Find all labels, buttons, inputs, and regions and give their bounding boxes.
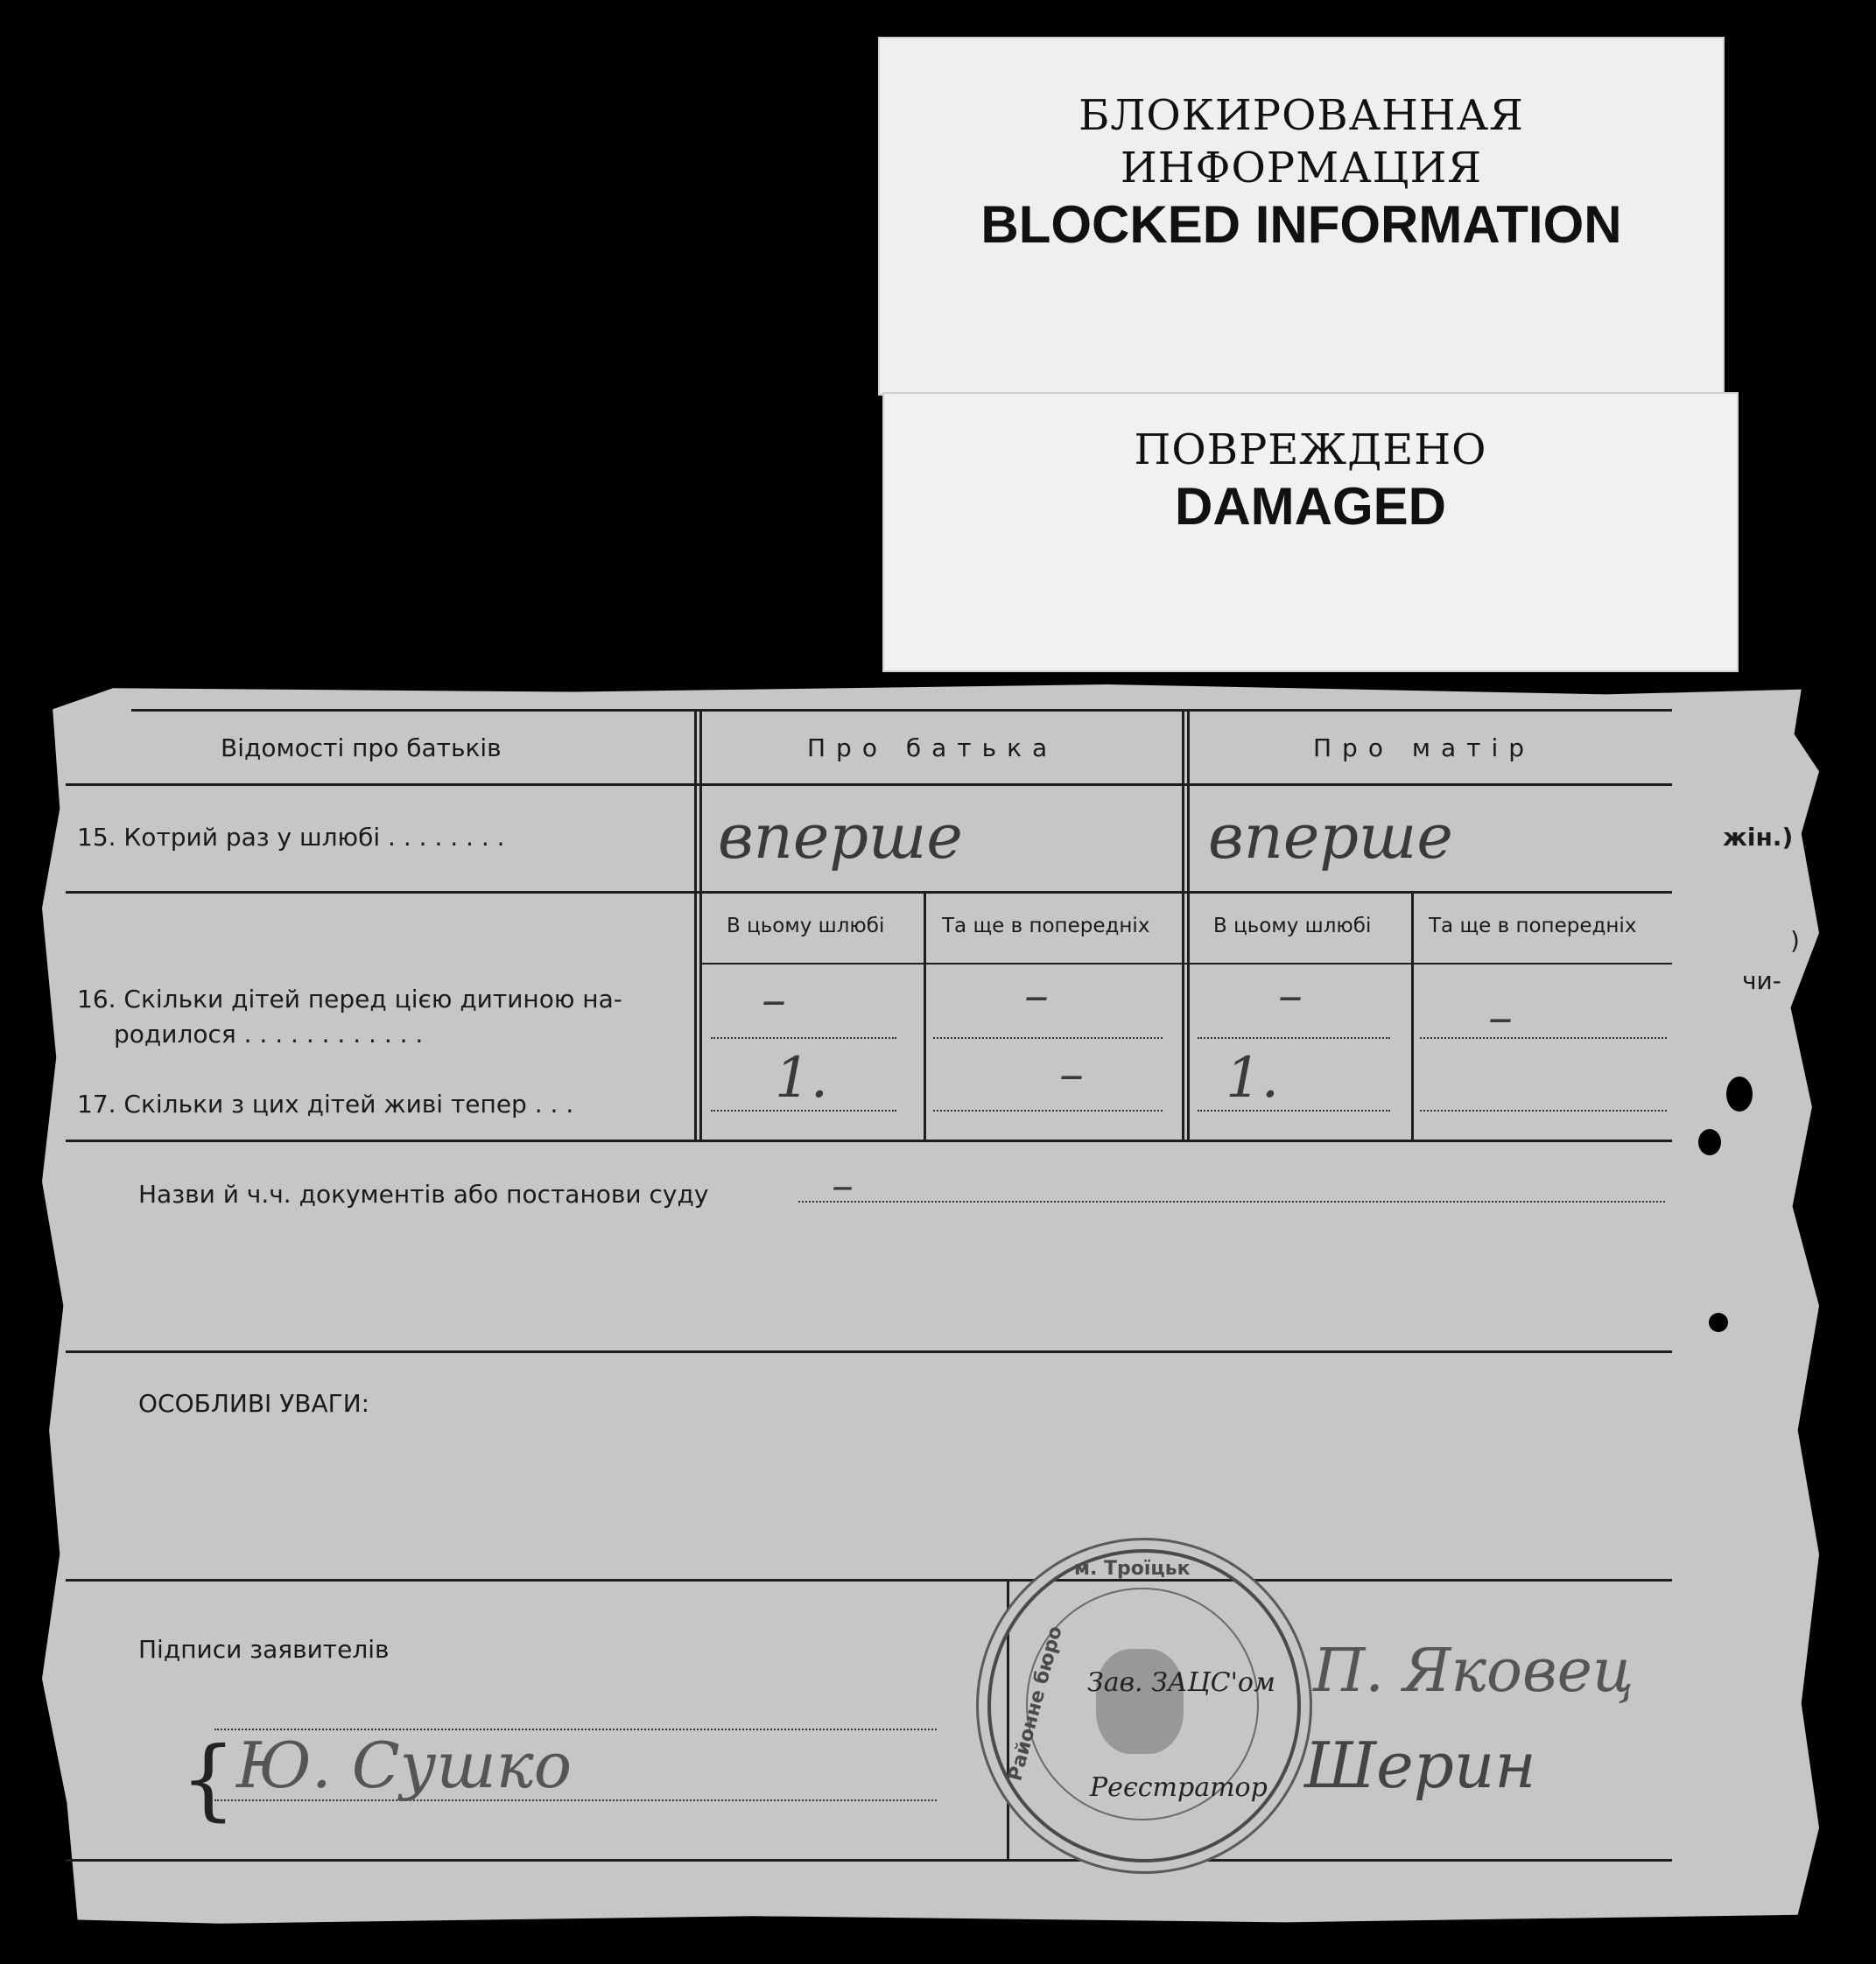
damage-hole xyxy=(1726,1077,1753,1112)
signatures-label: Підписи заявителів xyxy=(138,1635,390,1664)
header-father: Про батька xyxy=(807,733,1058,762)
head-signature: П. Яковец xyxy=(1313,1637,1634,1706)
blocked-information-card xyxy=(878,37,1725,396)
rule-under-remarks xyxy=(66,1579,1672,1582)
damaged-card xyxy=(882,392,1739,672)
rule-under-row15 xyxy=(66,891,1672,894)
remarks-label: ОСОБЛИВІ УВАГИ: xyxy=(138,1389,370,1418)
rule-under-documents xyxy=(66,1350,1672,1353)
damaged-en-line: DAMAGED xyxy=(1175,477,1446,536)
blocked-en-line: BLOCKED INFORMATION xyxy=(980,195,1622,254)
row16-mother-previous: – xyxy=(1488,989,1513,1046)
documents-value: – xyxy=(832,1160,854,1210)
official-stamp xyxy=(987,1549,1301,1862)
stamp-side-text: Районне бюро xyxy=(1004,1624,1067,1784)
row17-father-this: 1. xyxy=(775,1046,829,1111)
col-divider-mother-sub xyxy=(1411,893,1414,1140)
row16-dots-2 xyxy=(933,1037,1163,1039)
row16-father-previous: – xyxy=(1024,967,1049,1024)
head-label: Зав. ЗАЦС'ом xyxy=(1087,1667,1275,1698)
row16-dots-3 xyxy=(1198,1037,1390,1039)
documents-dots xyxy=(798,1201,1665,1203)
row16-dots-4 xyxy=(1420,1037,1667,1039)
row16-father-this: – xyxy=(762,971,786,1028)
row15-label: 15. Котрий раз у шлюбі . . . . . . . . xyxy=(77,823,505,852)
damage-hole xyxy=(1709,1313,1728,1332)
row17-label: 17. Скільки з цих дітей живі тепер . . . xyxy=(77,1090,574,1119)
subheader-father-this: В цьому шлюбі xyxy=(727,915,885,937)
row17-mother-this: 1. xyxy=(1226,1046,1280,1111)
row16-label-line2: родилося . . . . . . . . . . . . xyxy=(114,1020,424,1049)
row16-label-line1: 16. Скільки дітей перед цією дитиною на- xyxy=(77,985,622,1014)
row15-father-value: вперше xyxy=(718,801,963,873)
row17-dots-4 xyxy=(1420,1110,1667,1112)
rule-top xyxy=(131,709,1672,712)
row17-father-previous: – xyxy=(1059,1046,1084,1103)
rule-under-header xyxy=(66,783,1672,786)
col-divider-2b xyxy=(1187,711,1190,1140)
edge-fragment-3: чи- xyxy=(1742,966,1781,995)
col-divider-1b xyxy=(699,711,702,1140)
edge-fragment-1: жін.) xyxy=(1723,823,1794,852)
damaged-ru-line: ПОВРЕЖДЕНО xyxy=(1134,425,1487,474)
col-divider-2 xyxy=(1182,711,1184,1140)
applicant-signature: Ю. Сушко xyxy=(236,1729,573,1802)
row16-mother-this: – xyxy=(1278,967,1303,1024)
rule-bottom xyxy=(66,1859,1672,1862)
damage-hole xyxy=(1698,1129,1721,1155)
stamp-emblem xyxy=(1096,1649,1184,1754)
subheader-mother-previous: Та ще в попередніх xyxy=(1429,915,1637,937)
row15-mother-value: вперше xyxy=(1208,801,1453,873)
row17-dots-2 xyxy=(933,1110,1163,1112)
edge-fragment-2: ) xyxy=(1790,926,1800,955)
blocked-ru-line2: ИНФОРМАЦИЯ xyxy=(1120,144,1483,193)
rule-under-row17 xyxy=(66,1140,1672,1142)
row16-dots-1 xyxy=(711,1037,896,1039)
header-parents: Відомості про батьків xyxy=(221,733,502,762)
col-divider-1 xyxy=(694,711,697,1140)
subheader-mother-this: В цьому шлюбі xyxy=(1213,915,1372,937)
subheader-father-previous: Та ще в попередніх xyxy=(942,915,1150,937)
stamp-top-text: м. Троїцьк xyxy=(1074,1558,1191,1580)
signature-brace: { xyxy=(180,1728,236,1830)
documents-label: Назви й ч.ч. документів або постанови суду xyxy=(138,1180,709,1209)
blocked-ru-line1: БЛОКИРОВАННАЯ xyxy=(1079,91,1524,140)
col-divider-father-sub xyxy=(924,893,926,1140)
header-mother: Про матір xyxy=(1313,733,1535,762)
registrar-label: Реєстратор xyxy=(1090,1772,1268,1803)
registrar-signature: Шерин xyxy=(1304,1729,1536,1802)
rule-under-subheader xyxy=(700,963,1672,964)
